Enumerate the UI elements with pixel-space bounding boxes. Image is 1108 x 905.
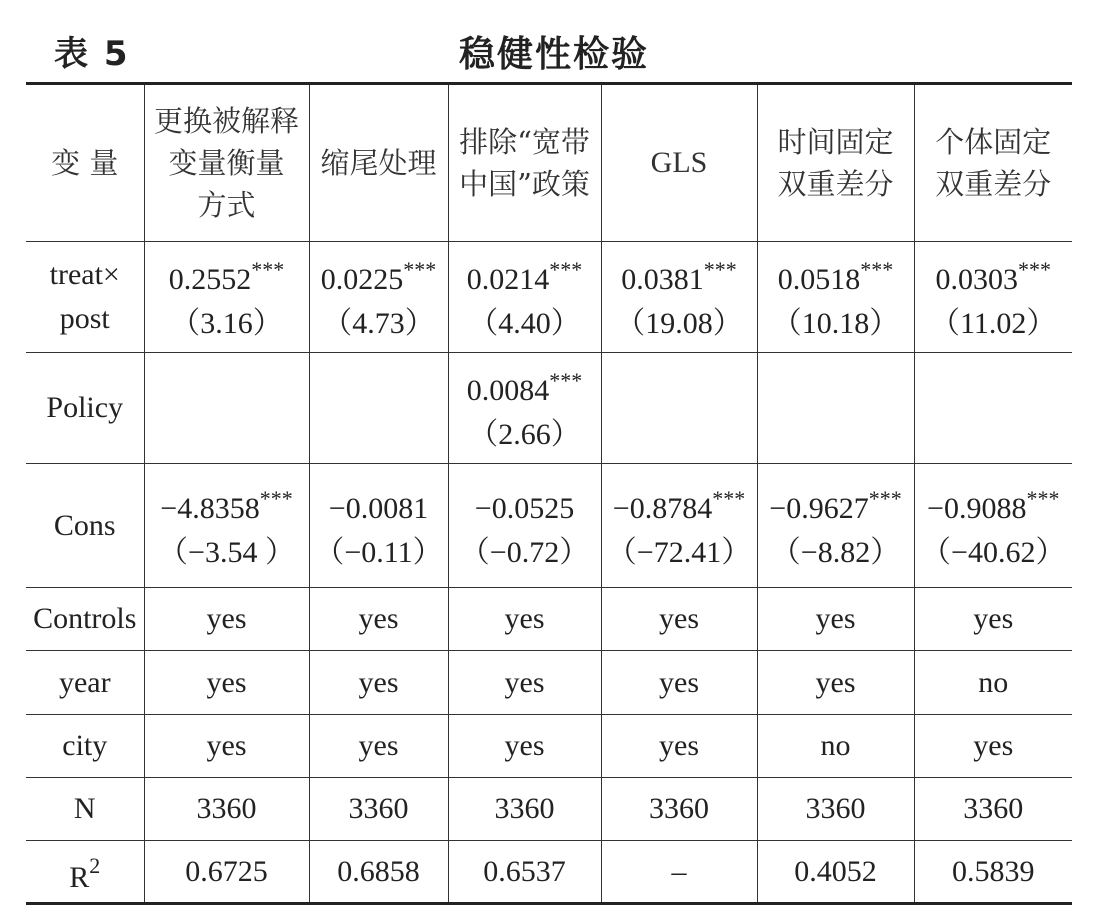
significance-stars: ***: [1026, 485, 1060, 511]
coefficient: [449, 477, 601, 531]
coef-value: −0.9088: [927, 491, 1027, 525]
row-label: N: [26, 778, 144, 841]
table-cell: [448, 353, 601, 464]
header-line: 变量衡量: [168, 146, 285, 180]
coefficient: [915, 248, 1073, 302]
header-row: [26, 84, 1072, 242]
header-col-5: [757, 84, 914, 242]
table-row: [26, 353, 1072, 464]
table-row: [26, 715, 1072, 778]
coef-value: 0.0381: [621, 263, 704, 296]
table-cell: no: [757, 715, 914, 778]
table-cell: yes: [144, 715, 309, 778]
table-cell: 3360: [448, 778, 601, 841]
row-label: [26, 353, 144, 464]
robustness-table: [26, 82, 1072, 905]
significance-stars: ***: [251, 257, 285, 282]
t-statistic: （−3.54 ）: [158, 535, 295, 569]
table-row: [26, 778, 1072, 841]
table-cell: yes: [757, 588, 914, 651]
table-cell: 0.6537: [448, 841, 601, 904]
table-cell: [448, 242, 601, 353]
significance-stars: ***: [703, 257, 737, 282]
table-cell: [757, 242, 914, 353]
significance-stars: ***: [259, 485, 293, 511]
t-statistic: （−0.11）: [314, 535, 443, 569]
header-line: 中国”政策: [459, 167, 590, 201]
row-label-line: Cons: [53, 508, 116, 542]
table-cell: 3360: [144, 778, 309, 841]
row-label: [26, 464, 144, 588]
t-statistic: （3.16）: [170, 307, 283, 340]
table-cell: 3360: [914, 778, 1072, 841]
table-cell: yes: [309, 715, 448, 778]
table-cell: [757, 353, 914, 464]
table-cell: [144, 242, 309, 353]
table-cell: yes: [309, 651, 448, 715]
coef-value: −0.0081: [328, 491, 429, 525]
coefficient: [310, 248, 448, 302]
coefficient: [145, 477, 309, 531]
t-statistic: （−40.62）: [921, 535, 1066, 569]
row-label-line: Policy: [46, 391, 124, 424]
t-statistic: （−72.41）: [606, 535, 752, 569]
header-line: 时间固定: [777, 125, 894, 159]
table-cell: yes: [144, 588, 309, 651]
table-cell: yes: [601, 651, 757, 715]
significance-stars: ***: [549, 368, 583, 393]
r2-superscript: 2: [89, 852, 101, 878]
table-cell: –: [601, 841, 757, 904]
table-cell: yes: [757, 651, 914, 715]
table-cell: [914, 464, 1072, 588]
table-cell: [144, 464, 309, 588]
table-cell: yes: [448, 588, 601, 651]
table-cell: no: [914, 651, 1072, 715]
t-statistic: （11.02）: [930, 307, 1057, 340]
r2-label: R: [69, 860, 90, 894]
table-row: [26, 242, 1072, 353]
header-col-6: [914, 84, 1072, 242]
table-row: [26, 651, 1072, 715]
table-cell: 0.5839: [914, 841, 1072, 904]
coef-value: −0.0525: [474, 491, 575, 525]
coefficient: [602, 248, 757, 302]
t-statistic: （4.40）: [468, 307, 581, 340]
table-cell: [914, 242, 1072, 353]
table-cell: [601, 353, 757, 464]
table-cell: [914, 353, 1072, 464]
header-col-3: [448, 84, 601, 242]
coefficient: [449, 359, 601, 413]
header-line: 排除“宽带: [459, 125, 590, 159]
row-label: [26, 242, 144, 353]
header-col-4: [601, 84, 757, 242]
table-cell: 3360: [309, 778, 448, 841]
table-cell: yes: [601, 588, 757, 651]
header-col-2: [309, 84, 448, 242]
row-label: city: [26, 715, 144, 778]
row-label: year: [26, 651, 144, 715]
coef-value: 0.0303: [935, 263, 1018, 296]
table-cell: yes: [601, 715, 757, 778]
coefficient: [758, 248, 914, 302]
header-line: 方式: [197, 188, 256, 222]
title-row: [0, 22, 1108, 82]
table-cell: 3360: [601, 778, 757, 841]
table-cell: yes: [448, 651, 601, 715]
t-statistic: （10.18）: [771, 307, 900, 340]
significance-stars: ***: [868, 485, 902, 511]
coefficient: [602, 477, 757, 531]
header-variable: 变 量: [26, 84, 144, 242]
t-statistic: （4.73）: [322, 307, 435, 340]
table-cell: 0.4052: [757, 841, 914, 904]
table-cell: [601, 464, 757, 588]
header-line: 个体固定: [935, 125, 1052, 159]
header-line: GLS: [650, 146, 708, 179]
coefficient: [449, 248, 601, 302]
coefficient: [758, 477, 914, 531]
coef-value: −4.8358: [160, 491, 260, 525]
t-statistic: （2.66）: [468, 418, 581, 451]
significance-stars: ***: [403, 257, 437, 282]
coef-value: 0.0084: [466, 374, 550, 407]
header-line: 缩尾处理: [320, 146, 437, 180]
table-cell: yes: [144, 651, 309, 715]
t-statistic: （−8.82）: [770, 535, 901, 569]
t-statistic: （−0.72）: [459, 535, 590, 569]
coef-value: −0.9627: [769, 491, 869, 525]
significance-stars: ***: [1018, 257, 1051, 282]
t-statistic: （19.08）: [615, 307, 743, 340]
table-number: 表 5: [54, 34, 130, 74]
table-cell: yes: [914, 715, 1072, 778]
table-row: [26, 464, 1072, 588]
coefficient: [915, 477, 1073, 531]
table-cell: [309, 242, 448, 353]
coef-value: 0.0518: [777, 263, 861, 296]
header-line: 更换被解释: [153, 104, 299, 138]
table-cell: 3360: [757, 778, 914, 841]
coefficient: [310, 477, 448, 531]
row-label: [26, 841, 144, 904]
table-cell: yes: [914, 588, 1072, 651]
coefficient: [145, 248, 309, 302]
table-cell: [601, 242, 757, 353]
table-title: 稳健性检验: [458, 34, 649, 75]
row-label-line: treat×: [49, 258, 120, 291]
table-cell: [448, 464, 601, 588]
table-cell: yes: [309, 588, 448, 651]
coef-value: 0.0214: [466, 263, 550, 296]
significance-stars: ***: [549, 257, 583, 282]
table-cell: 0.6858: [309, 841, 448, 904]
header-col-1: [144, 84, 309, 242]
table-cell: yes: [448, 715, 601, 778]
table-row: [26, 588, 1072, 651]
table-cell: [309, 353, 448, 464]
significance-stars: ***: [860, 257, 894, 282]
table-row: [26, 841, 1072, 904]
coef-value: −0.8784: [612, 491, 713, 525]
coef-value: 0.0225: [320, 263, 404, 296]
header-line: 双重差分: [935, 167, 1052, 201]
header-line: 双重差分: [777, 167, 894, 201]
row-label-line: post: [59, 302, 110, 335]
row-label: Controls: [26, 588, 144, 651]
table-cell: 0.6725: [144, 841, 309, 904]
table-cell: [757, 464, 914, 588]
table-cell: [309, 464, 448, 588]
significance-stars: ***: [712, 485, 746, 511]
coef-value: 0.2552: [168, 263, 252, 296]
table-cell: [144, 353, 309, 464]
